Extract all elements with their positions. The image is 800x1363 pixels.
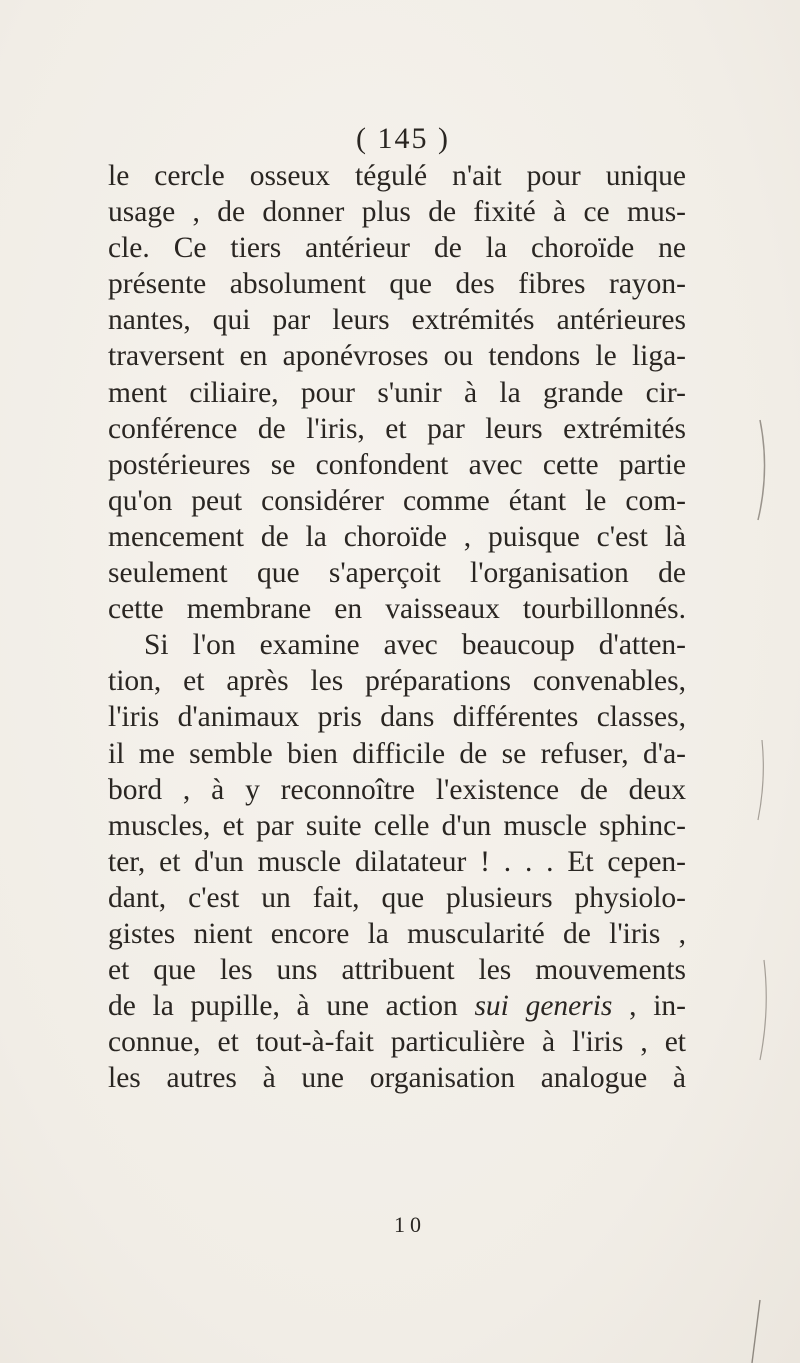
text-line: usage , de donner plus de fixité à ce mus-: [108, 196, 686, 229]
text-line: l'iris d'animaux pris dans différentes classes,: [108, 701, 686, 734]
text-line: mencement de la choroïde , puisque c'est là: [108, 520, 686, 553]
text-line-with-latin: [108, 988, 686, 1024]
text-line: gistes nient encore la muscularité de l'iris ,: [108, 917, 686, 950]
text-fragment: de la pupille, à une action: [108, 990, 475, 1023]
text-line: seulement que s'aperçoit l'organisation de: [108, 557, 686, 590]
text-fragment: , in-: [612, 990, 686, 1023]
text-line: Si l'on examine avec beaucoup d'atten-: [144, 629, 686, 662]
text-line: il me semble bien difficile de se refuser, d'a-: [108, 737, 686, 770]
signature-mark: 10: [394, 1212, 426, 1237]
text-line: bord , à y reconnoître l'existence de deux: [108, 773, 686, 806]
text-line: traversent en aponévroses ou tendons le liga-: [108, 340, 686, 373]
latin-phrase: sui generis: [474, 990, 613, 1023]
text-line: cette membrane en vaisseaux tourbillonnés.: [108, 593, 686, 626]
text-line: les autres à une organisation analogue à: [108, 1062, 686, 1095]
text-line: postérieures se confondent avec cette partie: [108, 448, 686, 481]
page-number: ( 145 ): [356, 122, 450, 155]
text-line: dant, c'est un fait, que plusieurs physiolo-: [108, 881, 686, 914]
text-line: cle. Ce tiers antérieur de la choroïde ne: [108, 232, 686, 265]
text-line: conférence de l'iris, et par leurs extrémités: [108, 412, 686, 445]
text-line: tion, et après les préparations convenables,: [108, 665, 686, 698]
text-line: ter, et d'un muscle dilatateur ! . . . Et cepen-: [108, 845, 686, 878]
text-line: ment ciliaire, pour s'unir à la grande cir-: [108, 376, 686, 409]
text-line: qu'on peut considérer comme étant le com-: [108, 484, 686, 517]
text-line: le cercle osseux tégulé n'ait pour unique: [108, 160, 686, 192]
text-line: présente absolument que des fibres rayon-: [108, 268, 686, 301]
body-text: [108, 158, 686, 1096]
text-line: et que les uns attribuent les mouvements: [108, 954, 686, 987]
text-line: nantes, qui par leurs extrémités antérieures: [108, 304, 686, 337]
margin-ink-marks: [740, 0, 800, 1363]
text-line: connue, et tout-à-fait particulière à l'iris , et: [108, 1026, 686, 1059]
text-line: muscles, et par suite celle d'un muscle sphinc-: [108, 809, 686, 842]
